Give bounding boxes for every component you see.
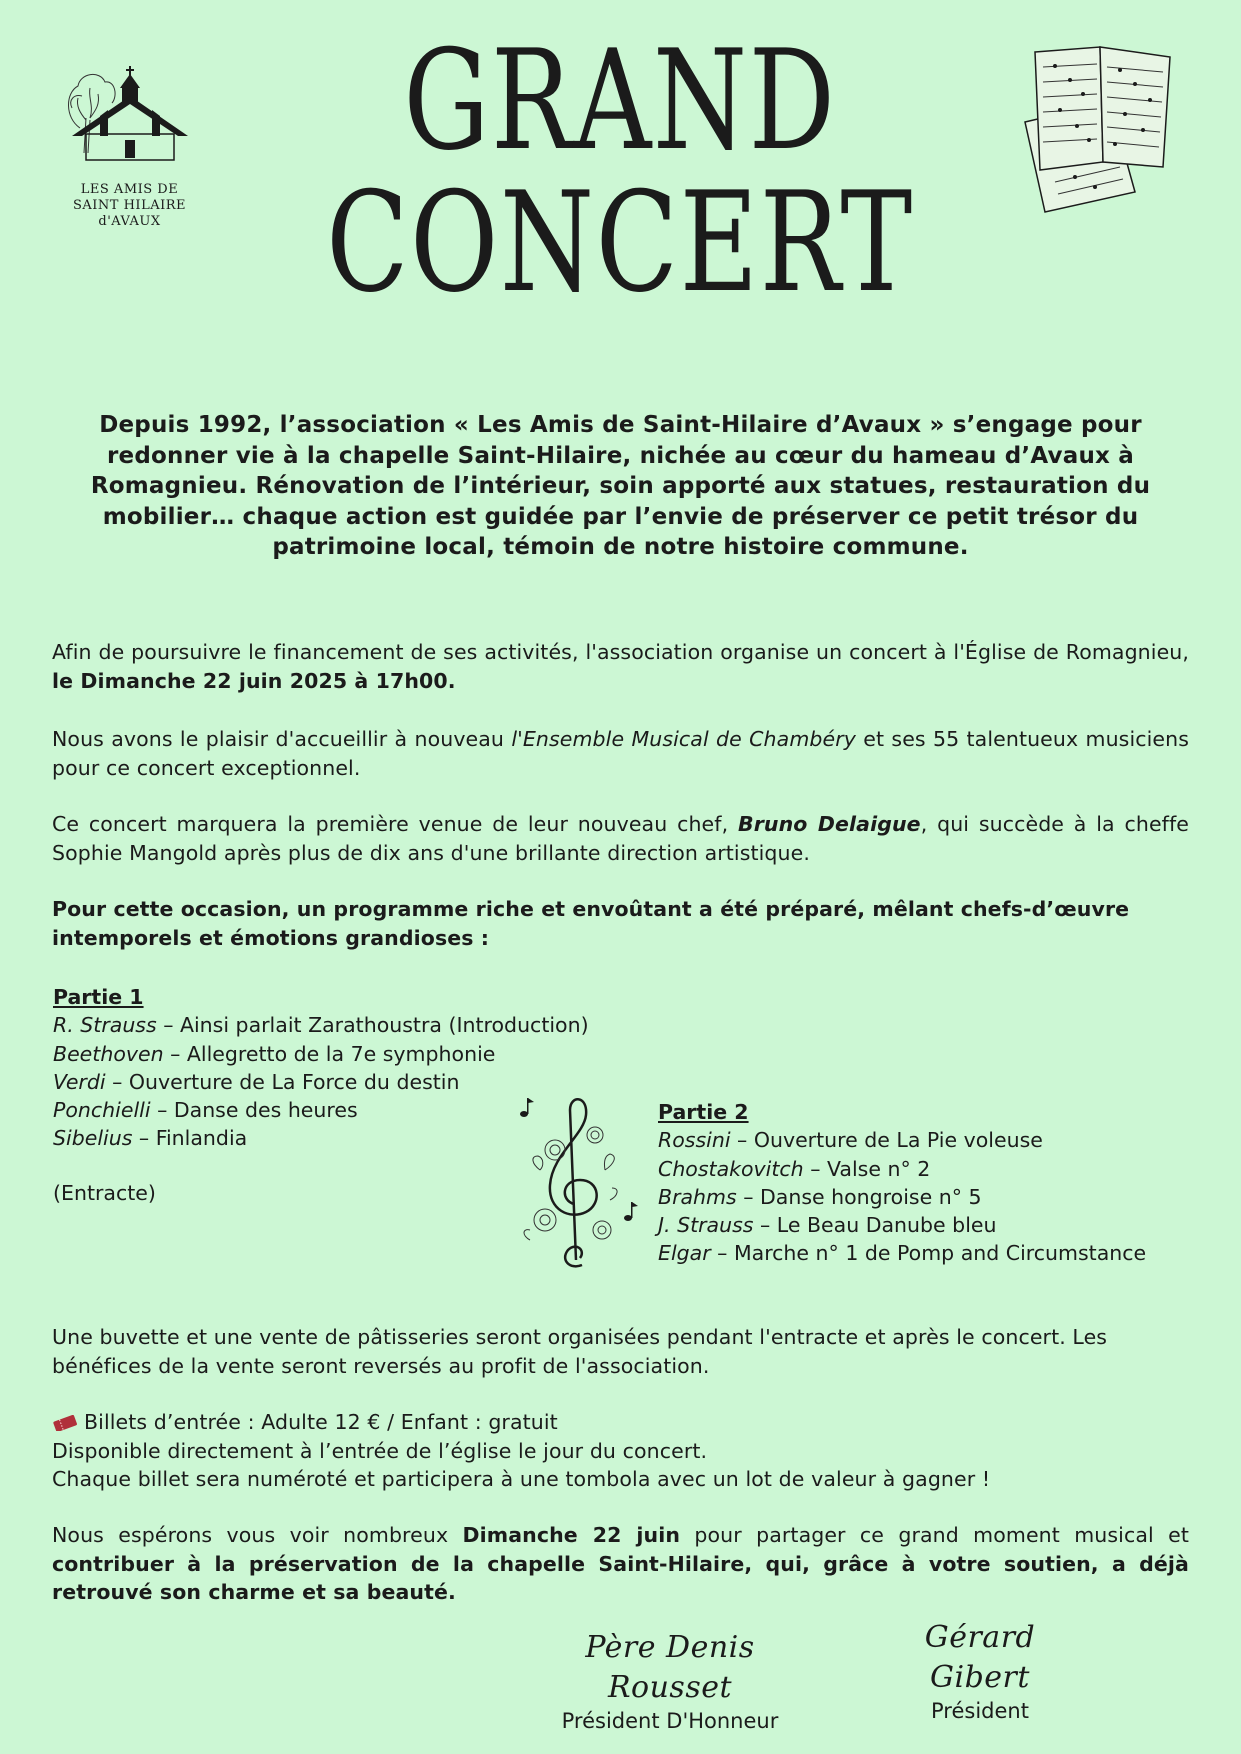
- entracte-label: (Entracte): [53, 1181, 156, 1205]
- tickets-tombola: Chaque billet sera numéroté et participera à une tombola avec un lot de valeur à gagner !: [52, 1467, 991, 1491]
- buvette-paragraph: Une buvette et une vente de pâtisseries seront organisées pendant l'entracte et après le concert. Les bénéfices de la vente seront reversés au profit de l'association.: [52, 1325, 1108, 1378]
- program-intro: Pour cette occasion, un programme riche et envoûtant a été préparé, mêlant chefs-d’œuvre intemporels et émotions grandioses :: [52, 897, 1130, 950]
- title-line-1: GRAND: [403, 20, 837, 181]
- ensemble-text-after: et ses 55 talentueux musiciens pour ce concert exceptionnel.: [52, 727, 1189, 780]
- program-item: Elgar – Marche n° 1 de Pomp and Circumstance: [658, 1241, 1147, 1266]
- signature-role: Président D'Honneur: [561, 1709, 779, 1733]
- sheet-music-icon: [1015, 42, 1185, 217]
- program-item: Verdi – Ouverture de La Force du destin: [53, 1069, 460, 1094]
- ensemble-paragraph: [52, 725, 1189, 782]
- closing-date: Dimanche 22 juin: [462, 1523, 681, 1547]
- program-item: Rossini – Ouverture de La Pie voleuse: [658, 1128, 1043, 1153]
- closing-text-middle: pour partager ce grand moment musical et: [680, 1523, 1189, 1547]
- conductor-text-after: , qui succède à la cheffe Sophie Mangold après plus de dix ans d'une brillante direction artistique.: [52, 812, 1190, 865]
- event-text: Afin de poursuivre le financement de ses activités, l'association organise un concert à l'Église de Romagnieu,: [52, 640, 1189, 664]
- conductor-name: Bruno Delaigue: [737, 812, 921, 836]
- signature-name: Père Denis Rousset: [585, 1630, 755, 1705]
- closing-paragraph: [52, 1521, 1189, 1607]
- program-item: R. Strauss – Ainsi parlait Zarathoustra (Introduction): [53, 1013, 589, 1038]
- association-logo: [52, 58, 207, 258]
- chapel-icon: [60, 58, 200, 168]
- signature-role: Président: [931, 1699, 1029, 1723]
- closing-text-before: Nous espérons vous voir nombreux: [52, 1523, 463, 1547]
- signature-president: [880, 1618, 1080, 1724]
- program-item: J. Strauss – Le Beau Danube bleu: [658, 1213, 997, 1238]
- conductor-text-before: Ce concert marquera la première venue de leur nouveau chef,: [52, 812, 738, 836]
- title-line-2: CONCERT: [326, 162, 914, 323]
- tickets-section: [52, 1408, 1189, 1494]
- ticket-icon: [52, 1415, 78, 1431]
- event-date: le Dimanche 22 juin 2025 à 17h00.: [52, 668, 456, 693]
- logo-line-2: SAINT HILAIRE: [72, 198, 186, 213]
- event-paragraph: [52, 638, 1189, 695]
- signature-honorary-president: [540, 1628, 800, 1734]
- intro-paragraph: Depuis 1992, l’association « Les Amis de Saint-Hilaire d’Avaux » s’engage pour redonner vie à la chapelle Saint-Hilaire, nichée au cœur du hameau d’Avaux à Romagnieu. Rénovation de l’intérieur, soin apporté aux statues, restauration du mobilier… chaque action est guidée par l’envie de préserver ce petit trésor du patrimoine local, témoin de notre histoire commune.: [90, 412, 1151, 560]
- ensemble-name: l'Ensemble Musical de Chambéry: [511, 727, 856, 751]
- part-2-heading: Partie 2: [658, 1100, 749, 1124]
- tickets-availability: Disponible directement à l’entrée de l’église le jour du concert.: [52, 1438, 708, 1463]
- program-item: Chostakovitch – Valse n° 2: [658, 1156, 931, 1181]
- program-item: Sibelius – Finlandia: [53, 1126, 248, 1151]
- program-item: Brahms – Danse hongroise n° 5: [658, 1184, 982, 1209]
- conductor-paragraph: [52, 810, 1189, 867]
- logo-line-3: d'AVAUX: [98, 214, 161, 229]
- tickets-price-text: Billets d’entrée : Adulte 12 € / Enfant : gratuit: [84, 1410, 558, 1434]
- ensemble-text-before: Nous avons le plaisir d'accueillir à nouveau: [52, 727, 512, 751]
- tickets-price: [52, 1408, 1189, 1437]
- program-item: Beethoven – Allegretto de la 7e symphonie: [53, 1041, 496, 1066]
- signature-name: Gérard Gibert: [924, 1620, 1036, 1695]
- part-1-heading: Partie 1: [53, 985, 144, 1009]
- logo-text: [52, 182, 207, 230]
- program-part-2: [658, 1098, 1218, 1268]
- logo-line-1: LES AMIS DE: [80, 182, 179, 197]
- page-title: [230, 20, 1010, 323]
- program-item: Ponchielli – Danse des heures: [53, 1098, 358, 1123]
- treble-clef-icon: [510, 1090, 640, 1275]
- closing-bold-text: contribuer à la préservation de la chapelle Saint-Hilaire, qui, grâce à votre soutien, a déjà retrouvé son charme et sa beauté.: [52, 1551, 1189, 1604]
